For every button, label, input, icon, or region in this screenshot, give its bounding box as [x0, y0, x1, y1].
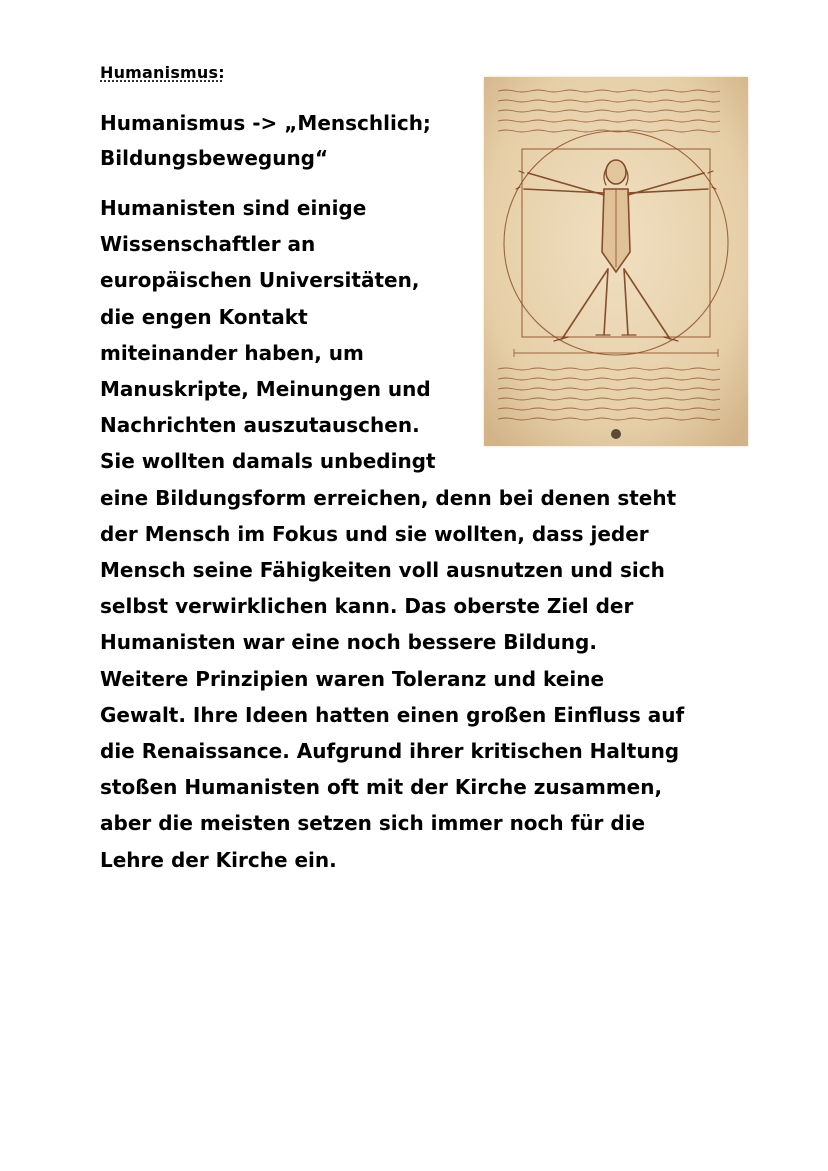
vitruvian-man-icon — [484, 77, 748, 446]
paragraph-line: Gewalt. Ihre Ideen hatten einen großen Einfluss auf — [100, 702, 685, 727]
paragraph-line: Manuskripte, Meinungen und — [100, 377, 431, 402]
paragraph-line: der Mensch im Fokus und sie wollten, dass jeder — [100, 521, 649, 546]
paragraph-line: europäischen Universitäten, — [100, 268, 420, 293]
vitruvian-man-image — [484, 77, 748, 446]
paragraph-line: die Renaissance. Aufgrund ihrer kritischen Haltung — [100, 739, 680, 764]
paragraph-line: Nachrichten auszutauschen. — [100, 413, 420, 438]
paragraph-line: Wissenschaftler an — [100, 232, 316, 257]
subtitle: Humanismus -> „Menschlich; Bildungsbewegung“ — [100, 111, 431, 170]
paragraph-line: selbst verwirklichen kann. Das oberste Ziel der — [100, 594, 634, 619]
paragraph-line: aber die meisten setzen sich immer noch für die — [100, 811, 646, 836]
paragraph-line: stoßen Humanisten oft mit der Kirche zusammen, — [100, 775, 663, 800]
paragraph-line: Humanisten sind einige — [100, 196, 367, 220]
page-heading: Humanismus: — [100, 63, 225, 82]
paragraph-line: die engen Kontakt — [100, 304, 308, 329]
paragraph-line: miteinander haben, um — [100, 340, 364, 365]
paragraph-line: Lehre der Kirche ein. — [100, 847, 337, 872]
paragraph-line: Weitere Prinzipien waren Toleranz und keine — [100, 666, 605, 691]
paragraph-line: Humanisten war eine noch bessere Bildung. — [100, 630, 597, 655]
paragraph-line: Mensch seine Fähigkeiten voll ausnutzen und sich — [100, 558, 665, 583]
paragraph-line: Sie wollten damals unbedingt — [100, 449, 436, 474]
paragraph-line: eine Bildungsform erreichen, denn bei denen steht — [100, 485, 677, 510]
